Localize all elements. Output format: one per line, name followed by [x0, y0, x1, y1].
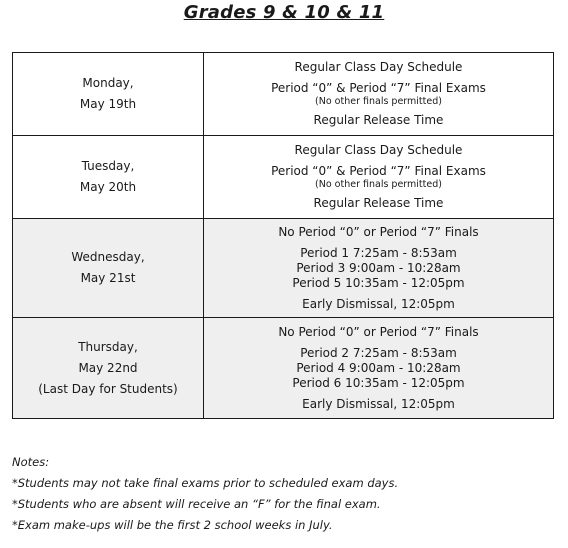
date-cell [13, 53, 204, 136]
date-label: May 20th [79, 180, 137, 194]
note-item: *Exam make-ups will be the first 2 school weeks in July. [12, 518, 333, 532]
finals-line: Period “0” & Period “7” Final Exams [271, 81, 486, 95]
notes-label: Notes: [12, 455, 50, 469]
table-row [13, 219, 554, 318]
dismissal-time: Early Dismissal, 12:05pm [302, 296, 455, 311]
period-time: Period 6 10:35am - 12:05pm [292, 375, 465, 390]
note-item: *Students who are absent will receive an “F” for the final exam. [12, 497, 381, 511]
finals-note: (No other finals permitted) [315, 179, 442, 190]
notes-section [12, 452, 398, 536]
page-title: Grades 9 & 10 & 11 [183, 2, 385, 23]
finals-note: (No other finals permitted) [315, 96, 442, 107]
dismissal-time: Early Dismissal, 12:05pm [302, 396, 455, 411]
day-label: Thursday, [78, 339, 138, 354]
schedule-cell [204, 136, 554, 219]
date-label: May 19th [79, 97, 137, 111]
table-row [13, 136, 554, 219]
period-time: Period 4 9:00am - 10:28am [296, 360, 461, 375]
day-label: Monday, [82, 76, 134, 90]
finals-heading: No Period “0” or Period “7” Finals [278, 224, 479, 239]
release-time: Regular Release Time [313, 196, 444, 210]
finals-line: Period “0” & Period “7” Final Exams [271, 164, 486, 178]
table-row [13, 318, 554, 419]
schedule-cell [204, 53, 554, 136]
date-cell [13, 136, 204, 219]
period-time: Period 3 9:00am - 10:28am [296, 260, 461, 275]
release-time: Regular Release Time [313, 113, 444, 127]
finals-heading: No Period “0” or Period “7” Finals [278, 324, 479, 339]
date-cell [13, 219, 204, 318]
schedule-cell [204, 219, 554, 318]
schedule-type: Regular Class Day Schedule [294, 60, 463, 74]
period-time: Period 2 7:25am - 8:53am [300, 345, 457, 360]
note-item: *Students may not take final exams prior to scheduled exam days. [12, 476, 399, 490]
date-cell [13, 318, 204, 419]
last-day-note: (Last Day for Students) [38, 381, 178, 396]
period-time: Period 5 10:35am - 12:05pm [292, 275, 465, 290]
day-label: Tuesday, [81, 159, 135, 173]
table-row [13, 53, 554, 136]
period-time: Period 1 7:25am - 8:53am [300, 245, 457, 260]
exam-schedule-table [12, 52, 554, 419]
date-label: May 21st [80, 271, 136, 285]
schedule-cell [204, 318, 554, 419]
day-label: Wednesday, [71, 250, 145, 264]
date-label: May 22nd [78, 360, 138, 375]
schedule-type: Regular Class Day Schedule [294, 143, 463, 157]
